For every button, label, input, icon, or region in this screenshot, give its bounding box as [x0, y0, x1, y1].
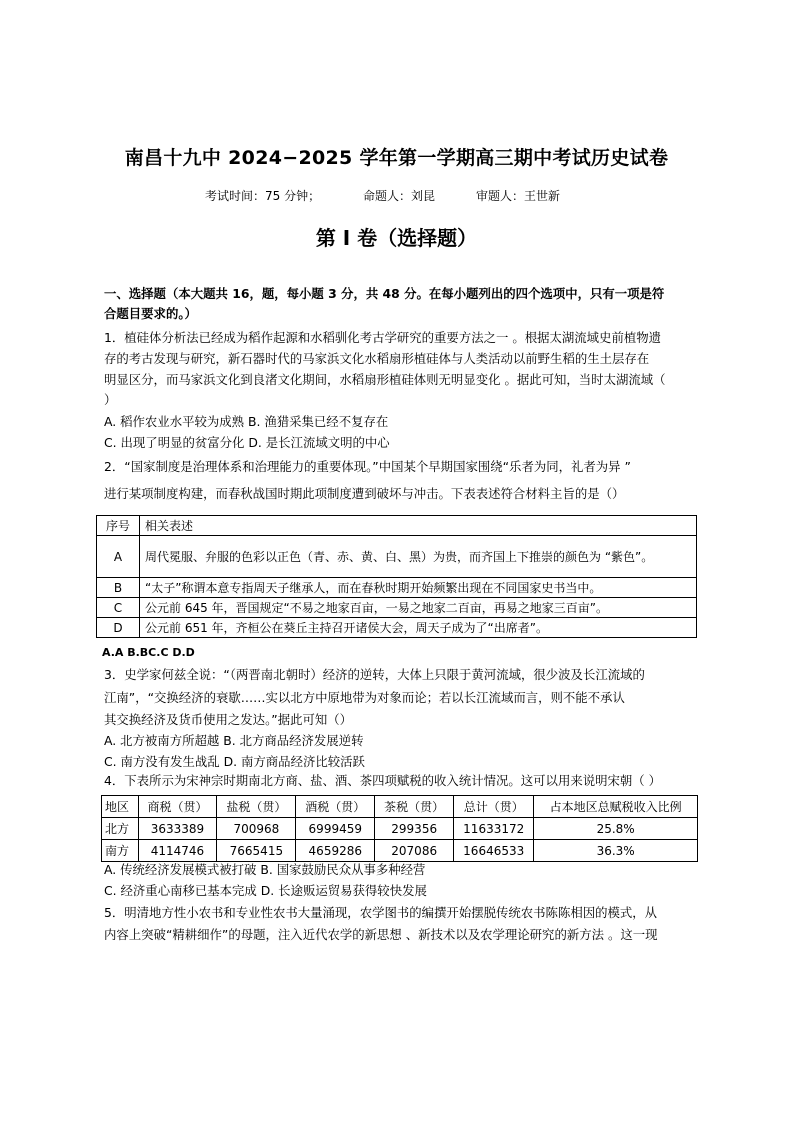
table-header-cell: 茶税（贯） — [375, 796, 454, 818]
exam-author: 命题人：刘昆 — [363, 189, 436, 203]
q1-option-line: C. 出现了明显的贫富分化 D. 是长江流域文明的中心 — [104, 435, 390, 450]
table-cell: 7665415 — [217, 840, 296, 862]
table-row — [97, 536, 697, 578]
table-cell: 北方 — [102, 818, 139, 840]
table-row — [102, 818, 698, 840]
table-cell: 700968 — [217, 818, 296, 840]
q2-table — [96, 515, 697, 638]
q1-stem-line: 明显区分，而马家浜文化到良渚文化期间，水稻扇形植硅体则无明显变化 。据此可知，当时太湖流域（ — [104, 372, 666, 387]
table-cell: C — [97, 598, 140, 618]
q2-answer-options: A.A B.BC.C D.D — [102, 646, 195, 659]
section-instructions-line2: 合题目要求的。） — [104, 306, 197, 321]
q3-stem-line: 其交换经济及货币使用之发达。”据此可知（） — [104, 712, 353, 727]
table-header-row — [97, 516, 697, 536]
table-row — [97, 618, 697, 638]
table-cell: 南方 — [102, 840, 139, 862]
table-cell: 6999459 — [296, 818, 375, 840]
q2-stem-line: 2．“国家制度是治理体系和治理能力的重要体现。”中国某个早期国家围绕“乐者为同，礼者为异 ” — [104, 459, 631, 474]
q1-stem-line: ） — [104, 392, 117, 407]
table-cell: 11633172 — [454, 818, 534, 840]
table-header-cell: 相关表述 — [140, 516, 697, 536]
exam-title: 南昌十九中 2024−2025 学年第一学期高三期中考试历史试卷 — [124, 147, 669, 169]
table-header-cell: 盐税（贯） — [217, 796, 296, 818]
table-cell: 299356 — [375, 818, 454, 840]
q4-tax-table — [101, 795, 698, 862]
table-cell: 16646533 — [454, 840, 534, 862]
table-cell: A — [97, 536, 140, 578]
table-cell: 3633389 — [138, 818, 217, 840]
q1-stem-line: 存的考古发现与研究，新石器时代的马家浜文化水稻扇形植硅体与人类活动以前野生稻的生土层存在 — [104, 351, 650, 366]
table-header-cell: 总计（贯） — [454, 796, 534, 818]
q3-option-line: C. 南方没有发生战乱 D. 南方商品经济比较活跃 — [104, 754, 365, 769]
table-cell: “太子”称谓本意专指周天子继承人，而在春秋时期开始频繁出现在不同国家史书当中。 — [140, 578, 697, 598]
table-cell: 公元前 645 年，晋国规定“不易之地家百亩，一易之地家二百亩，再易之地家三百亩”。 — [140, 598, 697, 618]
q2-stem-line: 进行某项制度构建，而春秋战国时期此项制度遭到破坏与冲击。下表表述符合材料主旨的是（） — [104, 486, 625, 501]
table-cell: 207086 — [375, 840, 454, 862]
table-header-cell: 地区 — [102, 796, 139, 818]
section-instructions-line1: 一、选择题（本大题共 16，题，每小题 3 分，共 48 分。在每小题列出的四个选项中，只有一项是符 — [104, 286, 665, 301]
q5-stem-line: 5．明清地方性小农书和专业性农书大量涌现，农学图书的编撰开始摆脱传统农书陈陈相因的模式，从 — [104, 905, 658, 920]
q4-option-line: A. 传统经济发展模式被打破 B. 国家鼓励民众从事多种经营 — [104, 862, 426, 877]
q3-option-line: A. 北方被南方所超越 B. 北方商品经济发展逆转 — [104, 733, 364, 748]
table-cell: 36.3% — [534, 840, 698, 862]
table-row — [102, 840, 698, 862]
volume-title: 第 I 卷（选择题） — [315, 226, 478, 250]
table-header-cell: 酒税（贯） — [296, 796, 375, 818]
exam-time: 考试时间：75 分钟； — [205, 189, 321, 203]
table-header-cell: 序号 — [97, 516, 140, 536]
table-cell: 4114746 — [138, 840, 217, 862]
table-cell: 周代冕服、弁服的色彩以正色（青、赤、黄、白、黑）为贵，而齐国上下推崇的颜色为 “紫色”。 — [140, 536, 697, 578]
table-header-cell: 占本地区总赋税收入比例 — [534, 796, 698, 818]
table-cell: 25.8% — [534, 818, 698, 840]
table-cell: 公元前 651 年，齐桓公在葵丘主持召开诸侯大会，周天子成为了“出席者”。 — [140, 618, 697, 638]
table-header-row — [102, 796, 698, 818]
q5-stem-line: 内容上突破“精耕细作”的母题，注入近代农学的新思想 、新技术以及农学理论研究的新方法 。这一现 — [104, 927, 658, 942]
q3-stem-line: 3．史学家何兹全说：“（两晋南北朝时）经济的逆转，大体上只限于黄河流域，很少波及长江流域的 — [104, 667, 645, 682]
q3-stem-line: 江南”，“交换经济的衰歇……实以北方中原地带为对象而论；若以长江流域而言，则不能不承认 — [104, 690, 625, 705]
q1-stem-line: 1．植硅体分析法已经成为稻作起源和水稻驯化考古学研究的重要方法之一 。根据太湖流域史前植物遗 — [104, 330, 662, 345]
table-row — [97, 598, 697, 618]
q1-option-line: A. 稻作农业水平较为成熟 B. 渔猎采集已经不复存在 — [104, 414, 389, 429]
table-row — [97, 578, 697, 598]
exam-reviewer: 审题人：王世新 — [476, 189, 561, 203]
q4-option-line: C. 经济重心南移已基本完成 D. 长途贩运贸易获得较快发展 — [104, 883, 427, 898]
q4-stem: 4．下表所示为宋神宗时期南北方商、盐、酒、茶四项赋税的收入统计情况。这可以用来说明宋朝（ ） — [104, 773, 662, 788]
table-cell: B — [97, 578, 140, 598]
table-cell: D — [97, 618, 140, 638]
table-header-cell: 商税（贯） — [138, 796, 217, 818]
table-cell: 4659286 — [296, 840, 375, 862]
